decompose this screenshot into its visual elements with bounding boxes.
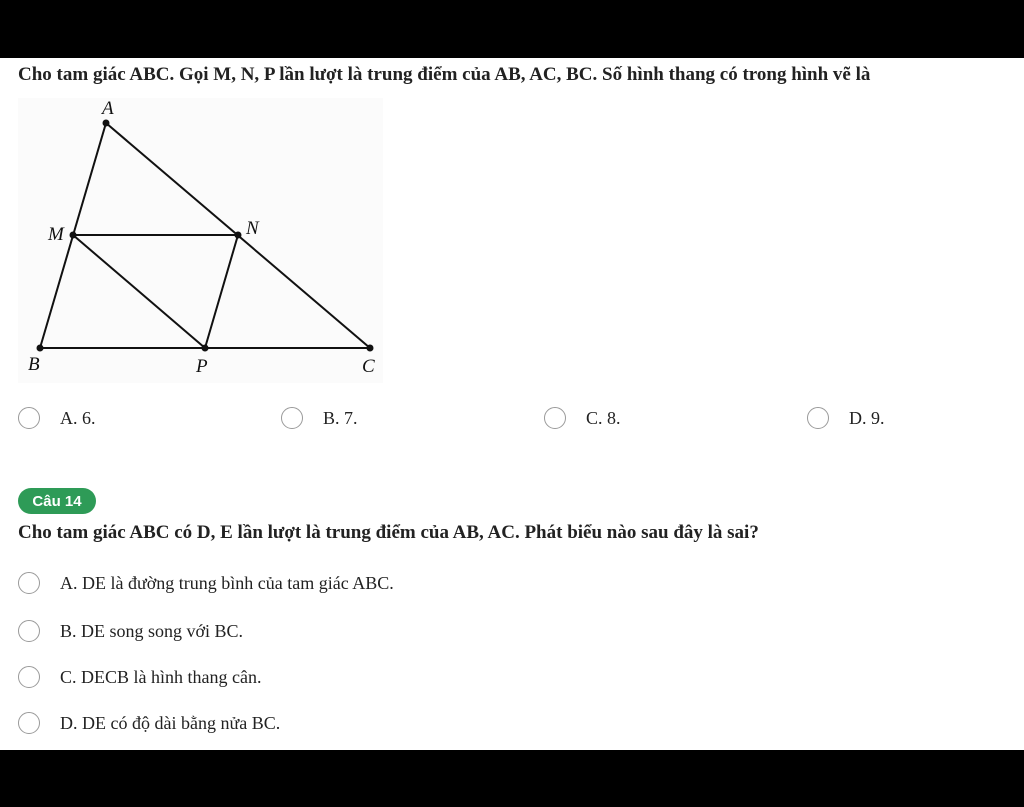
- radio-button[interactable]: [544, 407, 566, 429]
- radio-button[interactable]: [281, 407, 303, 429]
- question-13-prompt: Cho tam giác ABC. Gọi M, N, P lần lượt là trung điểm của AB, AC, BC. Số hình thang có trong hình vẽ là: [18, 64, 871, 85]
- question-14-prompt: Cho tam giác ABC có D, E lần lượt là trung điểm của AB, AC. Phát biểu nào sau đây là sai?: [18, 522, 759, 543]
- radio-button[interactable]: [18, 620, 40, 642]
- q13-option-b[interactable]: [281, 407, 358, 429]
- question-number-badge: Câu 14: [18, 488, 96, 514]
- option-label: D. 9.: [849, 407, 885, 428]
- option-label: A. DE là đường trung bình của tam giác ABC.: [60, 572, 394, 593]
- triangle-diagram: [18, 98, 383, 383]
- option-label: B. DE song song với BC.: [60, 620, 244, 641]
- radio-button[interactable]: [18, 712, 40, 734]
- q14-option-a[interactable]: [18, 572, 394, 594]
- point-m: [70, 232, 77, 239]
- point-p: [202, 345, 209, 352]
- option-label: B. 7.: [323, 407, 358, 428]
- q14-option-b[interactable]: [18, 620, 243, 642]
- point-b: [37, 345, 44, 352]
- triangle-figure: [18, 98, 383, 383]
- q13-option-a[interactable]: [18, 407, 96, 429]
- option-label: C. DECB là hình thang cân.: [60, 666, 262, 687]
- option-label: D. DE có độ dài bằng nửa BC.: [60, 712, 281, 733]
- option-label: A. 6.: [60, 407, 96, 428]
- label-p: P: [196, 356, 208, 377]
- radio-button[interactable]: [18, 407, 40, 429]
- point-a: [103, 120, 110, 127]
- q13-option-d[interactable]: [807, 407, 885, 429]
- label-a: A: [102, 98, 114, 119]
- point-n: [235, 232, 242, 239]
- radio-button[interactable]: [807, 407, 829, 429]
- radio-button[interactable]: [18, 666, 40, 688]
- q14-option-d[interactable]: [18, 712, 280, 734]
- label-c: C: [362, 356, 375, 377]
- segment-mp: [73, 235, 205, 348]
- radio-button[interactable]: [18, 572, 40, 594]
- segment-np: [205, 235, 238, 348]
- label-b: B: [28, 354, 40, 375]
- q13-option-c[interactable]: [544, 407, 621, 429]
- option-label: C. 8.: [586, 407, 621, 428]
- page: [0, 58, 1024, 750]
- q14-option-c[interactable]: [18, 666, 261, 688]
- label-n: N: [246, 218, 259, 239]
- point-c: [367, 345, 374, 352]
- label-m: M: [48, 224, 64, 245]
